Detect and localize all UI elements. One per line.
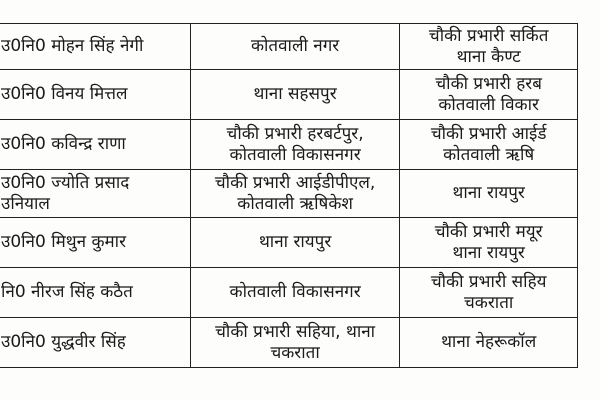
table-row xyxy=(0,170,578,218)
new-posting-cell xyxy=(400,268,578,318)
table-row xyxy=(0,268,578,318)
new-posting-cell xyxy=(400,120,578,170)
cell-text-line: थाना सहसपुर xyxy=(253,84,337,104)
current-posting-cell xyxy=(190,120,399,170)
cell-text-line: चौकी प्रभारी सर्कित xyxy=(428,25,549,46)
cell-text-line: उ0नि0 विनय मित्तल xyxy=(1,84,128,104)
cell-text-line: उ0नि0 कविन्द्र राणा xyxy=(1,134,126,154)
officer-name-cell xyxy=(0,24,190,70)
current-posting-cell xyxy=(190,70,399,120)
table-row xyxy=(0,218,578,268)
cell-text-line: चौकी प्रभारी सहिया, थाना xyxy=(215,321,376,342)
cell-text-line: चौकी प्रभारी आईर्ड xyxy=(430,123,547,144)
new-posting-cell xyxy=(400,70,578,120)
new-posting-cell xyxy=(400,24,578,70)
cell-text-line: उ0नि0 मोहन सिंह नेगी xyxy=(1,36,144,56)
current-posting-cell xyxy=(190,218,399,268)
table-row xyxy=(0,120,578,170)
cell-text-line: उ0नि0 ज्योति प्रसाद xyxy=(1,172,130,193)
officer-name-cell xyxy=(0,120,190,170)
cell-text-line: चौकी प्रभारी हरबर्टपुर, xyxy=(226,123,364,144)
cell-text-line: चौकी प्रभारी सहिय xyxy=(430,271,547,292)
officer-name-cell xyxy=(0,318,190,368)
cell-text-line: चौकी प्रभारी आईडीपीएल, xyxy=(214,172,376,193)
transfer-table-body xyxy=(0,24,578,368)
cell-text-line: चकराता xyxy=(464,292,514,313)
cell-text-line: कोतवाली विकासनगर xyxy=(229,144,361,165)
cell-text-line: नि0 नीरज सिंह कठैत xyxy=(1,282,133,302)
cell-text-line: कोतवाली विकासनगर xyxy=(229,282,361,302)
new-posting-cell xyxy=(400,318,578,368)
table-row xyxy=(0,24,578,70)
cell-text-line: कोतवाली ऋषिकेश xyxy=(237,193,353,214)
officer-name-cell xyxy=(0,170,190,218)
cell-text-line: चौकी प्रभारी मयूर xyxy=(434,221,543,242)
current-posting-cell xyxy=(190,318,399,368)
new-posting-cell xyxy=(400,170,578,218)
current-posting-cell xyxy=(190,170,399,218)
cell-text-line: थाना रायपुर xyxy=(258,232,332,252)
table-row xyxy=(0,70,578,120)
cell-text-line: उ0नि0 युद्धवीर सिंह xyxy=(1,332,126,352)
cell-text-line: थाना रायपुर xyxy=(452,242,525,263)
cell-text-line: कोतवाली नगर xyxy=(250,36,340,56)
officer-name-cell xyxy=(0,70,190,120)
cell-text-line: उ0नि0 मिथुन कुमार xyxy=(1,232,127,252)
cell-text-line: थाना रायपुर xyxy=(452,183,525,203)
current-posting-cell xyxy=(190,24,399,70)
officer-name-cell xyxy=(0,268,190,318)
new-posting-cell xyxy=(400,218,578,268)
officer-name-cell xyxy=(0,218,190,268)
current-posting-cell xyxy=(190,268,399,318)
cell-text-line: चौकी प्रभारी हरब xyxy=(435,73,542,94)
cell-text-line: उनियाल xyxy=(1,193,50,214)
cell-text-line: थाना नेहरूकॉल xyxy=(441,332,537,352)
cell-text-line: कोतवाली विकार xyxy=(438,94,539,115)
table-row xyxy=(0,318,578,368)
cell-text-line: चकराता xyxy=(270,342,320,363)
cell-text-line: थाना कैण्ट xyxy=(456,46,521,67)
transfer-table xyxy=(0,23,578,368)
cell-text-line: कोतवाली ऋषि xyxy=(443,144,535,165)
